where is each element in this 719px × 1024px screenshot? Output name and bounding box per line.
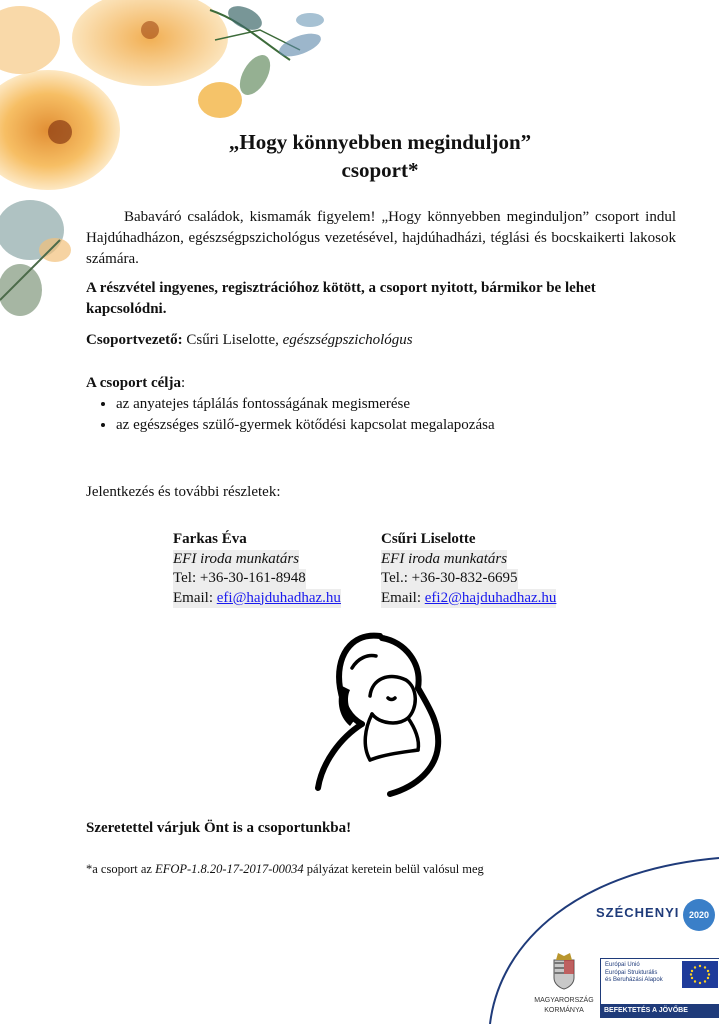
contact-email-link[interactable]: efi@hajduhadhaz.hu [216,589,341,606]
eu-text-line-2: Európai Strukturális [605,969,658,976]
goal-item: • az egészséges szülő-gyermek kötődési kapcsolat megalapozása [116,415,676,436]
footnote-suffix: pályázat keretein belül valósul meg [303,862,484,876]
contact-role: EFI iroda munkatárs [381,550,507,570]
contact-card-csuri-liselotte [381,530,556,608]
goal-list [86,394,676,436]
apply-text: Jelentkezés és további részletek: [86,484,281,500]
coat-of-arms-icon [550,950,578,990]
mother-baby-icon [310,628,450,798]
free-notice: A részvétel ingyenes, regisztrációhoz kötött, a csoport nyitott, bármikor be lehet kapcsolódni. [86,280,596,317]
eu-flag-icon [682,961,718,988]
eu-funds-logo [600,958,719,1006]
footnote-prefix: *a csoport az [86,862,156,876]
contact-name: Csűri Liselotte [381,531,476,547]
intro-paragraph [86,207,676,270]
goal-label: A csoport célja [86,375,181,391]
eu-text-line-3: és Beruházási Alapok [605,977,663,983]
footnote-code: EFOP-1.8.20-17-2017-00034 [155,862,304,876]
eu-text-line-1: Európai Unió [605,962,640,968]
contact-role: EFI iroda munkatárs [173,550,299,570]
goal-colon: : [180,375,186,391]
szechenyi-logo-text: SZÉCHENYI [596,905,680,920]
contact-phone: Tel: +36-30-161-8948 [173,569,306,589]
contact-email-label: Email: [173,589,217,606]
eu-text [605,962,677,985]
contact-phone: Tel.: +36-30-832-6695 [381,569,518,589]
contact-name: Farkas Éva [173,531,247,547]
title-line-2: csoport* [341,158,419,182]
gov-text-line-1: MAGYARORSZÁG [534,997,594,1004]
goal-item: • az anyatejes táplálás fontosságának megismerése [116,394,676,415]
title-line-1: „Hogy könnyebben meginduljon” [228,130,532,154]
contact-email-label: Email: [381,589,425,606]
szechenyi-2020-badge: 2020 [683,899,715,931]
group-leader-line [86,330,676,351]
leader-label: Csoportvezető: [86,332,183,348]
contact-email-link[interactable]: efi2@hajduhadhaz.hu [424,589,557,606]
contact-card-farkas-eva [173,530,341,608]
footnote [86,862,484,877]
leader-role: egészségpszichológus [282,332,413,348]
intro-text: Babaváró családok, kismamák figyelem! „Hogy könnyebben meginduljon” csoport indul Hajdúhadházon, egészségpszichológus vezetésével, hajdúhadházi, téglási és bocskaikerti lakosok számára. [86,209,676,267]
invest-banner: BEFEKTETÉS A JÖVŐBE [600,1004,719,1018]
leader-name: Csűri Liselotte, [182,332,283,348]
hungarian-government-logo [528,950,600,1015]
gov-text-line-2: KORMÁNYA [544,1007,584,1014]
group-goal-section [86,373,676,436]
flyer-title [120,128,640,184]
closing-text: Szeretettel várjuk Önt is a csoportunkba! [86,820,352,836]
